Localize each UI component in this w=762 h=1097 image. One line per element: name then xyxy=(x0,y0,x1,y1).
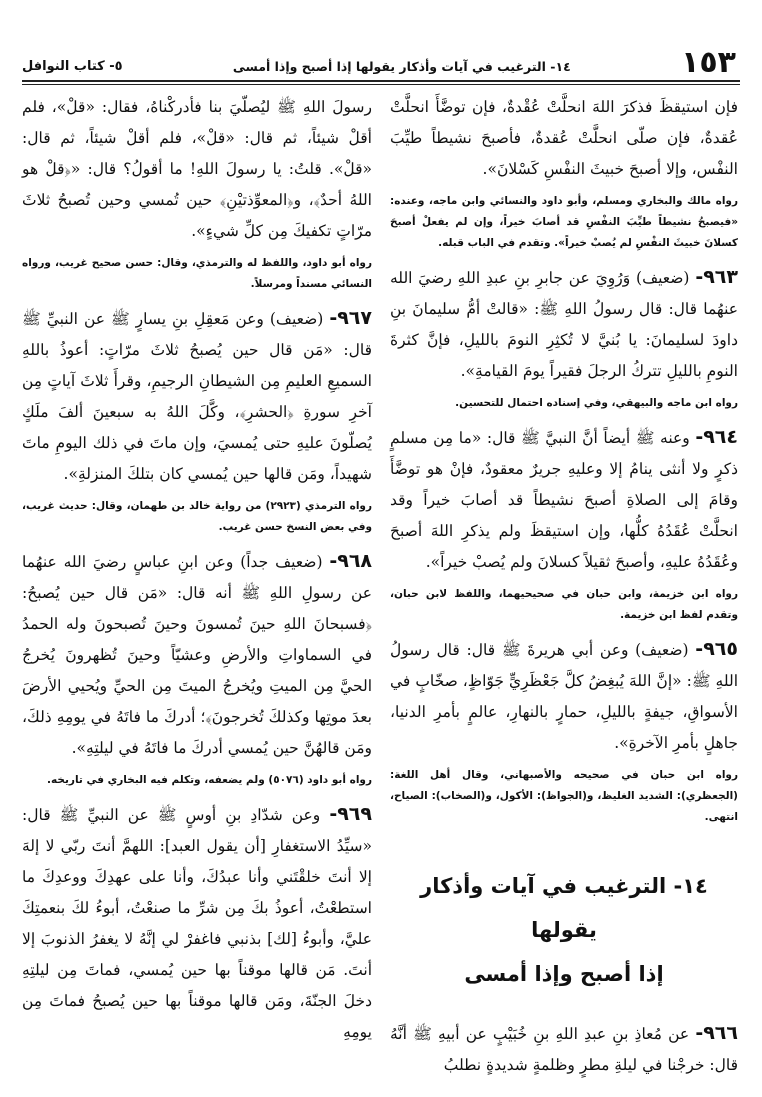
running-chapter-title: ١٤- الترغيب في آيات وأذكار يقولها إذا أصبح وإذا أمسى xyxy=(232,59,571,74)
header-rule xyxy=(22,80,740,82)
hadith-966 xyxy=(390,1018,738,1081)
source-note: رواه أبو داود، واللفظ له والترمذي، وقال: حسن صحيح غريب، ورواه النسائي مسنداً ومرسلاً. xyxy=(22,257,372,290)
paragraph-continued: رسولَ اللهِ ﷺ ليُصلّيَ بنا فأدركْناهُ، فقال: «قلْ»، فلم أقلْ شيئاً، ثم قال: «قلْ»، فلم أقلْ شيئاً، ثم قال: «قلْ». قلتُ: يا رسولَ اللهِ! ما أقولُ؟ قال: «﴿قلْ هو اللهُ أحدٌ﴾، و﴿المعوِّذتيْنِ﴾ حين تُمسي وحين تُصبحُ ثلاثَ مرّاتٍ تكفيكَ مِن كلِّ شيءٍ». xyxy=(22,98,372,240)
hadith-967 xyxy=(22,303,372,490)
section-heading-line-1: ١٤- الترغيب في آيات وأذكار يقولها xyxy=(420,874,708,942)
hadith-text: وعنه ﷺ أيضاً أنَّ النبيَّ ﷺ قال: «ما مِن مسلمٍ ذكرٍ ولا أنثى ينامُ إلا وعليهِ جريرٌ معقودٌ، فإنْ هو توضَّأَ وقامَ إلى الصلاةِ أصبحَ نشيطاً قد أصابَ خيراً وقد انحلَّتْ عُقَدُهُ كلُّها، وإن استيقظَ ولم يذكرِ اللهَ أصبحَ وعُقَدُهُ عليهِ، وأصبحَ ثقيلاً كسلانَ ولم يُصبْ خيراً». xyxy=(390,429,738,571)
left-column xyxy=(22,92,372,1048)
hadith-965 xyxy=(390,634,738,759)
section-heading-line-2: إذا أصبح وإذا أمسى xyxy=(464,962,664,986)
hadith-text: (ضعيف) وعن أبي هريرةَ ﷺ قال: قال رسولُ اللهِ ﷺ: «إنَّ اللهَ يُبغِضُ كلَّ جَعْظَرِيٍّ جَوّاظٍ، صخّابٍ في الأسواقِ، جيفةٍ بالليلِ، حمارٍ بالنهارِ، عالمٍ بأمرِ الدنيا، جاهلٍ بأمرِ الآخرةِ». xyxy=(390,641,738,752)
hadith-text: (ضعيف) وَرُوِيَ عن جابرِ بنِ عبدِ اللهِ رضيَ الله عنهُما قال: قال رسولُ اللهِ ﷺ: «قالتْ أمُّ سليمانَ بنِ داودَ لسليمانَ: يا بُنيَّ لا تُكثِرِ النومَ بالليلِ، فإنَّ كثرةَ النومِ بالليلِ تتركُ الرجلَ فقيراً يومَ القيامةِ». xyxy=(390,269,738,380)
source-note: رواه ابن حبان في صحيحه والأصبهاني، وقال أهل اللغة: (الجعظري): الشديد الغليظ، و(الجواظ): الأكول، و(الصخاب): الصياح، انتهى. xyxy=(390,769,738,823)
source-note: رواه ابن خزيمة، وابن حبان في صحيحيهما، واللفظ لابن حبان، وتقدم لفظ ابن خزيمة. xyxy=(390,588,738,621)
hadith-number: ٩٦٥- xyxy=(695,638,738,660)
hadith-text: وعن شدّادِ بنِ أوسٍ ﷺ عن النبيِّ ﷺ قال: «سيِّدُ الاستغفارِ [أن يقول العبد]: اللهمَّ أنتَ ربّي لا إلهَ إلا أنتَ خلقْتَني وأنا عبدُكَ، وأنا على عهدِكَ ووعدِكَ ما استطعْتُ، أعوذُ بكَ مِن شرِّ ما صنعْتُ، أبوءُ لكَ بنعمتِكَ عليَّ، وأبوءُ [لك] بذنبي فاغفرْ لي إنَّهُ لا يغفرُ الذنوبَ إلا أنتَ. مَن قالها موقناً بها حين يُمسي، فماتَ مِن ليلتِهِ دخلَ الجنّةَ، ومَن قالها موقناً بها حين يُصبحُ فماتَ مِن يومِهِ xyxy=(22,806,372,1041)
paragraph-continued: فإن استيقظَ فذكرَ اللهَ انحلَّتْ عُقْدةٌ، فإن توضَّأَ انحلَّتْ عُقدةٌ، فإن صلّى انحلَّتْ عُقدةٌ، فأصبحَ نشيطاً طيِّبَ النفْس، وإلا أصبحَ خبيثَ النفْسِ كَسْلانَ». xyxy=(390,98,738,178)
hadith-text: (ضعيف جداً) وعن ابنِ عباسٍ رضيَ الله عنهُما عن رسولِ اللهِ ﷺ أنه قال: «مَن قال حين يُصبحُ: ﴿فسبحانَ اللهِ حينَ تُمسونَ وحينَ تُصبحونَ وله الحمدُ في السماواتِ والأرضِ وعشيّاً وحينَ تُظهرونَ يُخرجُ الحيَّ مِن الميتِ ويُخرجُ الميتَ مِن الحيِّ ويُحيي الأرضَ بعدَ موتِها وكذلكَ تُخرجونَ﴾؛ أدركَ ما فاتَهُ في يومِهِ ذلكَ، ومَن قالهُنَّ حين يُمسي أدركَ ما فاتَهُ في ليلتِهِ». xyxy=(22,553,372,757)
source-note: رواه مالك والبخاري ومسلم، وأبو داود والنسائي وابن ماجه، وعنده: «فيصبحُ نشيطاً طيِّبَ النفْسِ قد أصابَ خيراً، وإن لم يفعلْ أصبحَ كسلانَ خبيثَ النفْسِ لم يُصبْ خيراً». وتقدم في الباب قبله. xyxy=(390,195,738,249)
hadith-969 xyxy=(22,799,372,1048)
hadith-number: ٩٦٣- xyxy=(695,266,738,288)
section-heading xyxy=(390,864,738,996)
source-note: رواه ابن ماجه والبيهقي، وفي إسناده احتمال للتحسين. xyxy=(455,397,738,409)
hadith-number: ٩٦٦- xyxy=(695,1022,738,1044)
header-rule-thin xyxy=(22,84,740,85)
hadith-number: ٩٦٩- xyxy=(329,803,372,825)
hadith-963 xyxy=(390,262,738,387)
page-number: ١٥٣ xyxy=(681,45,736,80)
hadith-964 xyxy=(390,422,738,578)
hadith-number: ٩٦٤- xyxy=(695,426,738,448)
right-column xyxy=(390,92,738,1081)
hadith-number: ٩٦٨- xyxy=(329,550,373,572)
hadith-number: ٩٦٧- xyxy=(329,307,372,329)
hadith-text: (ضعيف) وعن مَعقِلِ بنِ يسارٍ ﷺ عن النبيِّ ﷺ قال: «مَن قال حين يُصبحُ ثلاثَ مرّاتٍ: أعوذُ باللهِ السميعِ العليمِ مِن الشيطانِ الرجيمِ، وقرأَ ثلاثَ آياتٍ مِن آخرِ سورةِ ﴿الحشرِ﴾، وكَّلَ اللهُ به سبعينَ ألفَ ملَكٍ يُصلّونَ عليهِ حتى يُمسيَ، وإن ماتَ في ذلك اليومِ ماتَ شهيداً، ومَن قالها حين يُمسي كان بتلكَ المنزلةِ». xyxy=(22,310,372,483)
running-book-name: ٥- كتاب النوافل xyxy=(22,59,123,74)
hadith-text: عن مُعاذِ بنِ عبدِ اللهِ بنِ خُبَيْبٍ عن أبيهِ ﷺ أنَّهُ قال: خرجْنا في ليلةِ مطرٍ وظلمةٍ شديدةٍ نطلبُ xyxy=(390,1025,738,1074)
source-note: رواه الترمذي (٢٩٢٣) من رواية خالد بن طهمان، وقال: حديث غريب، وفي بعض النسخ حسن غريب. xyxy=(22,500,372,533)
source-note: رواه أبو داود (٥٠٧٦) ولم يضعفه، وتكلم فيه البخاري في تاريخه. xyxy=(47,774,372,786)
hadith-968 xyxy=(22,546,372,764)
page-header xyxy=(22,40,740,78)
